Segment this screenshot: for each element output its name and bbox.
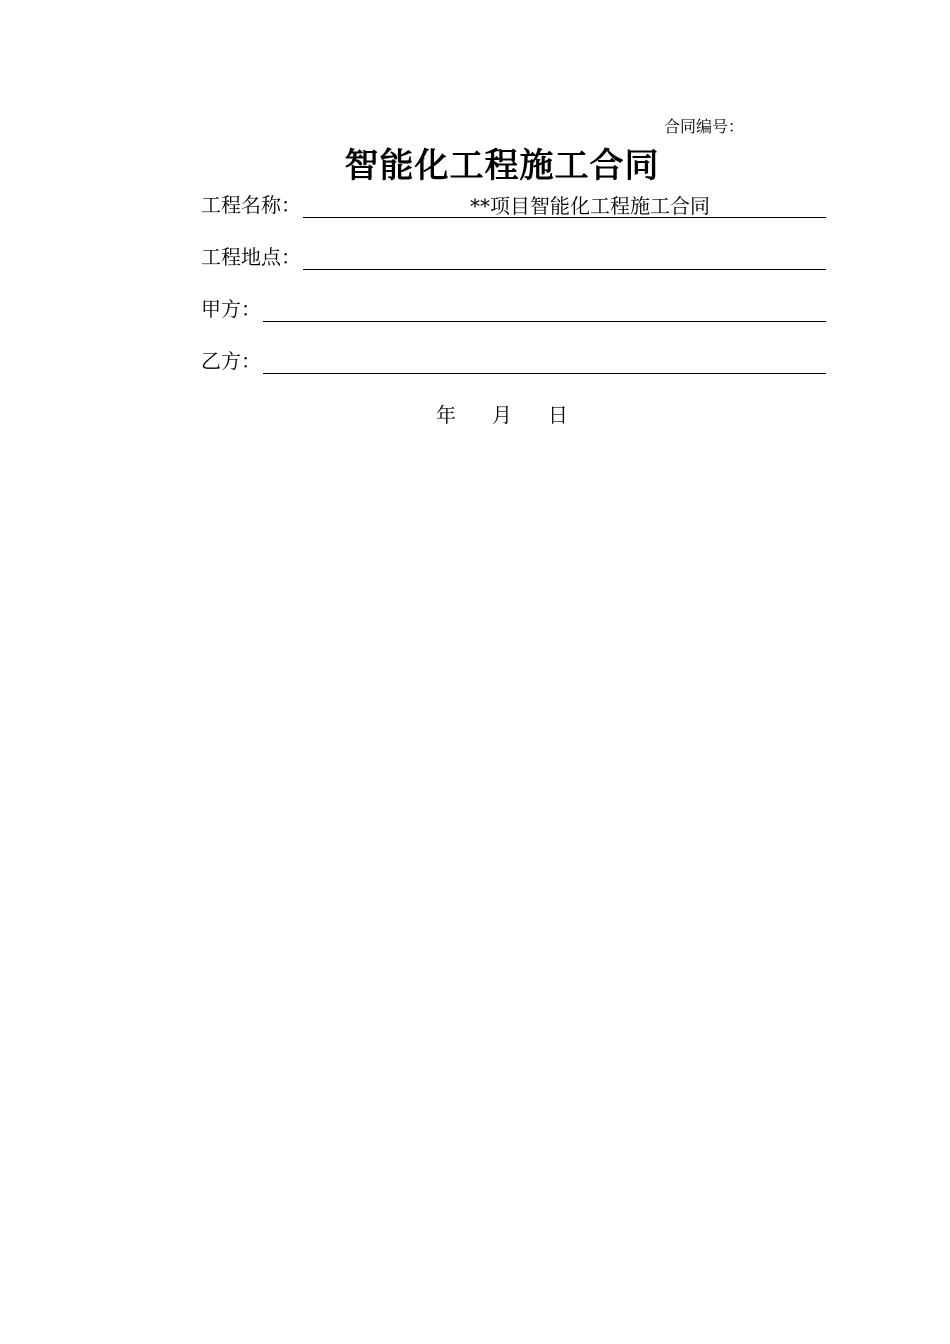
contract-number-label: 合同编号： [664, 117, 745, 136]
party-b-label: 乙方： [201, 349, 261, 373]
project-name-value: **项目智能化工程施工合同 [470, 194, 710, 218]
project-location-label: 工程地点： [201, 245, 301, 269]
party-b-row [201, 344, 826, 374]
project-location-field[interactable] [303, 243, 826, 270]
project-location-row [201, 240, 826, 270]
document-title: 智能化工程施工合同 [344, 146, 660, 186]
party-a-row [201, 292, 826, 322]
party-b-field[interactable] [263, 347, 826, 374]
project-name-row [201, 188, 826, 218]
date-day: 日 [548, 403, 568, 427]
party-a-label: 甲方： [201, 297, 261, 321]
project-name-label: 工程名称： [201, 193, 301, 217]
date-year: 年 [436, 403, 456, 427]
party-a-field[interactable] [263, 295, 826, 322]
date-line [436, 399, 568, 428]
project-name-field[interactable] [303, 191, 826, 218]
date-month: 月 [492, 403, 512, 427]
